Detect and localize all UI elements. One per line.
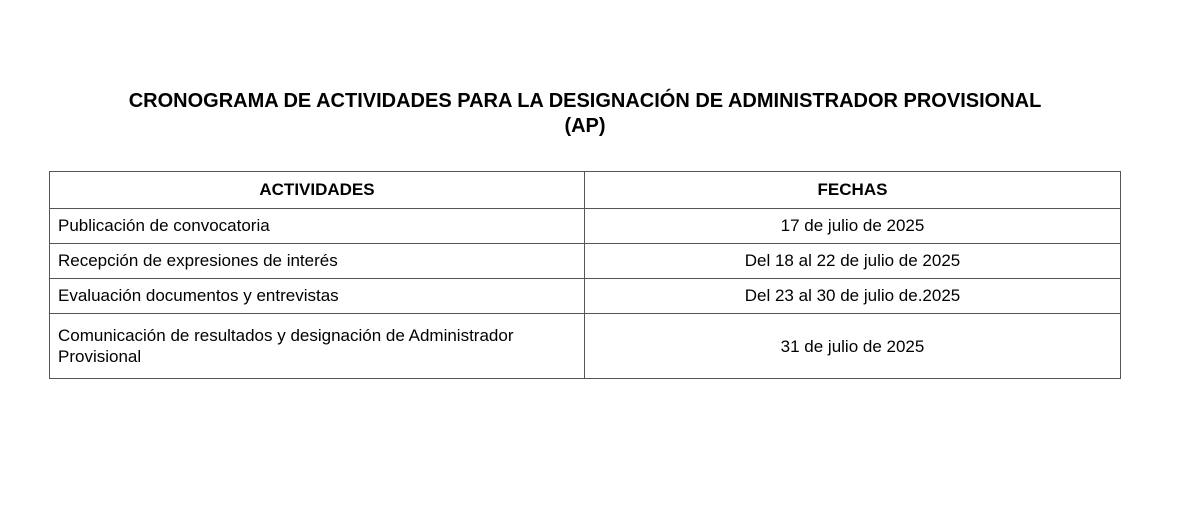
page-title bbox=[50, 89, 1120, 139]
activity-line-2: Provisional bbox=[58, 347, 142, 366]
date-cell: 31 de julio de 2025 bbox=[585, 314, 1121, 379]
date-cell: Del 18 al 22 de julio de 2025 bbox=[585, 244, 1121, 279]
table-row bbox=[50, 279, 1121, 314]
activity-cell: Evaluación documentos y entrevistas bbox=[50, 279, 585, 314]
title-line-1: CRONOGRAMA DE ACTIVIDADES PARA LA DESIGNACIÓN DE ADMINISTRADOR PROVISIONAL bbox=[128, 90, 1042, 112]
schedule-table bbox=[49, 171, 1121, 379]
activity-cell: Recepción de expresiones de interés bbox=[50, 244, 585, 279]
table-row bbox=[50, 209, 1121, 244]
activity-cell: Publicación de convocatoria bbox=[50, 209, 585, 244]
table-header-row bbox=[50, 172, 1121, 209]
column-header-activities: ACTIVIDADES bbox=[50, 172, 585, 209]
table-row bbox=[50, 244, 1121, 279]
column-header-dates: FECHAS bbox=[585, 172, 1121, 209]
activity-cell bbox=[50, 314, 585, 379]
activity-line-1: Comunicación de resultados y designación de Administrador bbox=[58, 326, 514, 345]
title-line-2: (AP) bbox=[564, 115, 606, 137]
date-cell: 17 de julio de 2025 bbox=[585, 209, 1121, 244]
table-row bbox=[50, 314, 1121, 379]
date-cell: Del 23 al 30 de julio de.2025 bbox=[585, 279, 1121, 314]
